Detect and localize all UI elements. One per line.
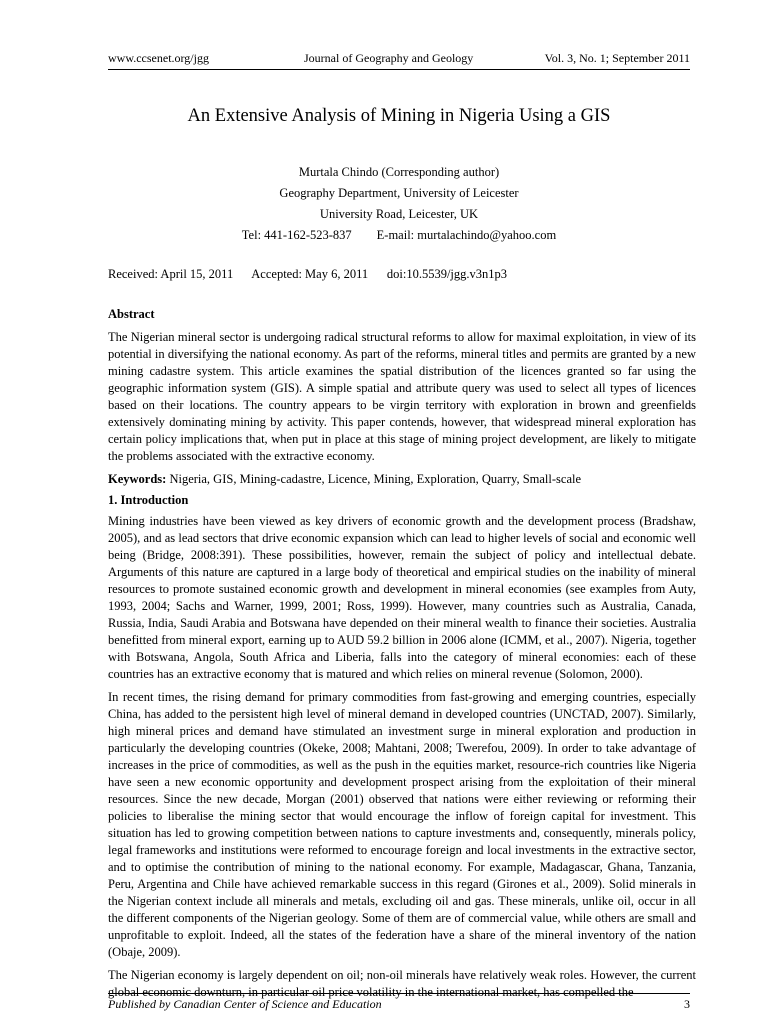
- author-department: Geography Department, University of Leicester: [279, 186, 519, 200]
- keywords: [108, 471, 696, 488]
- keywords-text: Nigeria, GIS, Mining-cadastre, Licence, Mining, Exploration, Quarry, Small-scale: [169, 472, 582, 486]
- intro-paragraph-2: In recent times, the rising demand for primary commodities from fast-growing and emerging countries, especially China, has added to the persistent high level of mineral demand in developed countries (UNCTAD, 2007). Similarly, high mineral prices and demand have stimulated an investment surge in mineral exploration and production in particularly the developing countries (Okeke, 2008; Mahtani, 2008; Twerefou, 2009). In order to take advantage of increases in the price of commodities, as well as the push in the equities market, resource-rich countries like Nigeria have seen a new economic opportunity and development prospect arising from the exploitation of their mineral resources. Since the new decade, Morgan (2001) observed that nations were either reviewing or reforming their policies to liberalise the mining sector that would encourage the inflow of foreign capital for investment. This situation has led to growing competition between nations to capture investments and, consequently, minerals policy, legal frameworks and institutions were reformed to encourage foreign and local investments in the extractive sector, and to optimise the contribution of mining to the national economy. For example, Madagascar, Ghana, Tanzania, Peru, Argentina and Chile have achieved remarkable success in this regard (Girones et al., 2009). Solid minerals in the Nigerian context include all minerals and metals, excluding oil and gas. These minerals, unlike oil, occur in all the different components of the Nigerian geology. Some of them are of commercial value, while others are small and unprofitable to exploit. Indeed, all the states of the federation have a share of the mineral inventory of the nation (Obaje, 2009).: [108, 690, 696, 959]
- author-contact: Tel: 441-162-523-837 E-mail: murtalachindo@yahoo.com: [241, 228, 557, 242]
- journal-url[interactable]: www.ccsenet.org/jgg: [108, 51, 209, 65]
- paper-body: [108, 306, 696, 1007]
- publication-dates: Received: April 15, 2011 Accepted: May 6, 2011 doi:10.5539/jgg.v3n1p3: [108, 267, 508, 281]
- author-block: [108, 162, 690, 246]
- author-address: University Road, Leicester, UK: [319, 207, 479, 221]
- abstract-text: The Nigerian mineral sector is undergoing radical structural reforms to allow for maximal exploitation, in view of its potential in diversifying the national economy. As part of the reforms, mineral titles and permits are granted by a new mining cadastre system. This article examines the spatial distribution of the licences granted so far using the geographic information system (GIS). A simple spatial and attribute query was used to select all types of licences based on their locations. The country appears to be virgin territory with exploration in brown and greenfields extensively dominating mining by activity. This paper contends, however, that widespread mineral exploration has certain policy implications that, when put in place at this stage of mining project development, are likely to mitigate the problems associated with the extractive economy.: [108, 330, 696, 463]
- author-name: Murtala Chindo (Corresponding author): [298, 165, 500, 179]
- abstract-heading: Abstract: [108, 307, 155, 321]
- journal-name: Journal of Geography and Geology: [304, 51, 474, 65]
- footer-publisher: Published by Canadian Center of Science and Education: [108, 997, 382, 1011]
- volume-info: Vol. 3, No. 1; September 2011: [544, 51, 690, 65]
- page-number: 3: [684, 997, 690, 1011]
- footer-rule: [108, 993, 690, 994]
- intro-paragraph-3: The Nigerian economy is largely dependent on oil; non-oil minerals have relatively weak roles. However, the current global economic downturn, in particular oil price volatility in the international market, has compelled the: [108, 968, 696, 999]
- intro-paragraph-1: Mining industries have been viewed as key drivers of economic growth and the development process (Bradshaw, 2005), and as lead sectors that drive economic expansion which can lead to higher levels of social and economic well being (Bridge, 2008:391). These possibilities, however, remain the subject of policy and intellectual debate. Arguments of this nature are captured in a large body of theoretical and empirical studies on the inability of mineral resources to promote sustained economic growth and development in mineral economies (see examples from Auty, 1993, 2004; Sachs and Warner, 1999, 2001; Ross, 1999). However, many countries such as Australia, Canada, Russia, India, Saudi Arabia and Botswana have depended on their mineral wealth to finance their societies. Australia benefitted from mineral export, earning up to AUD 59.2 billion in 2006 alone (ICMM, et al., 2007). Nigeria, together with Botswana, Angola, South Africa and Liberia, falls into the category of mineral economies: each of these countries has an extractive economy that is matured and which relies on mineral revenue (Solomon, 2000).: [108, 514, 696, 681]
- paper-title: An Extensive Analysis of Mining in Nigeria Using a GIS: [187, 106, 611, 126]
- section-heading-introduction: 1. Introduction: [108, 493, 189, 507]
- keywords-label: Keywords:: [108, 472, 167, 486]
- header-rule: [108, 69, 690, 70]
